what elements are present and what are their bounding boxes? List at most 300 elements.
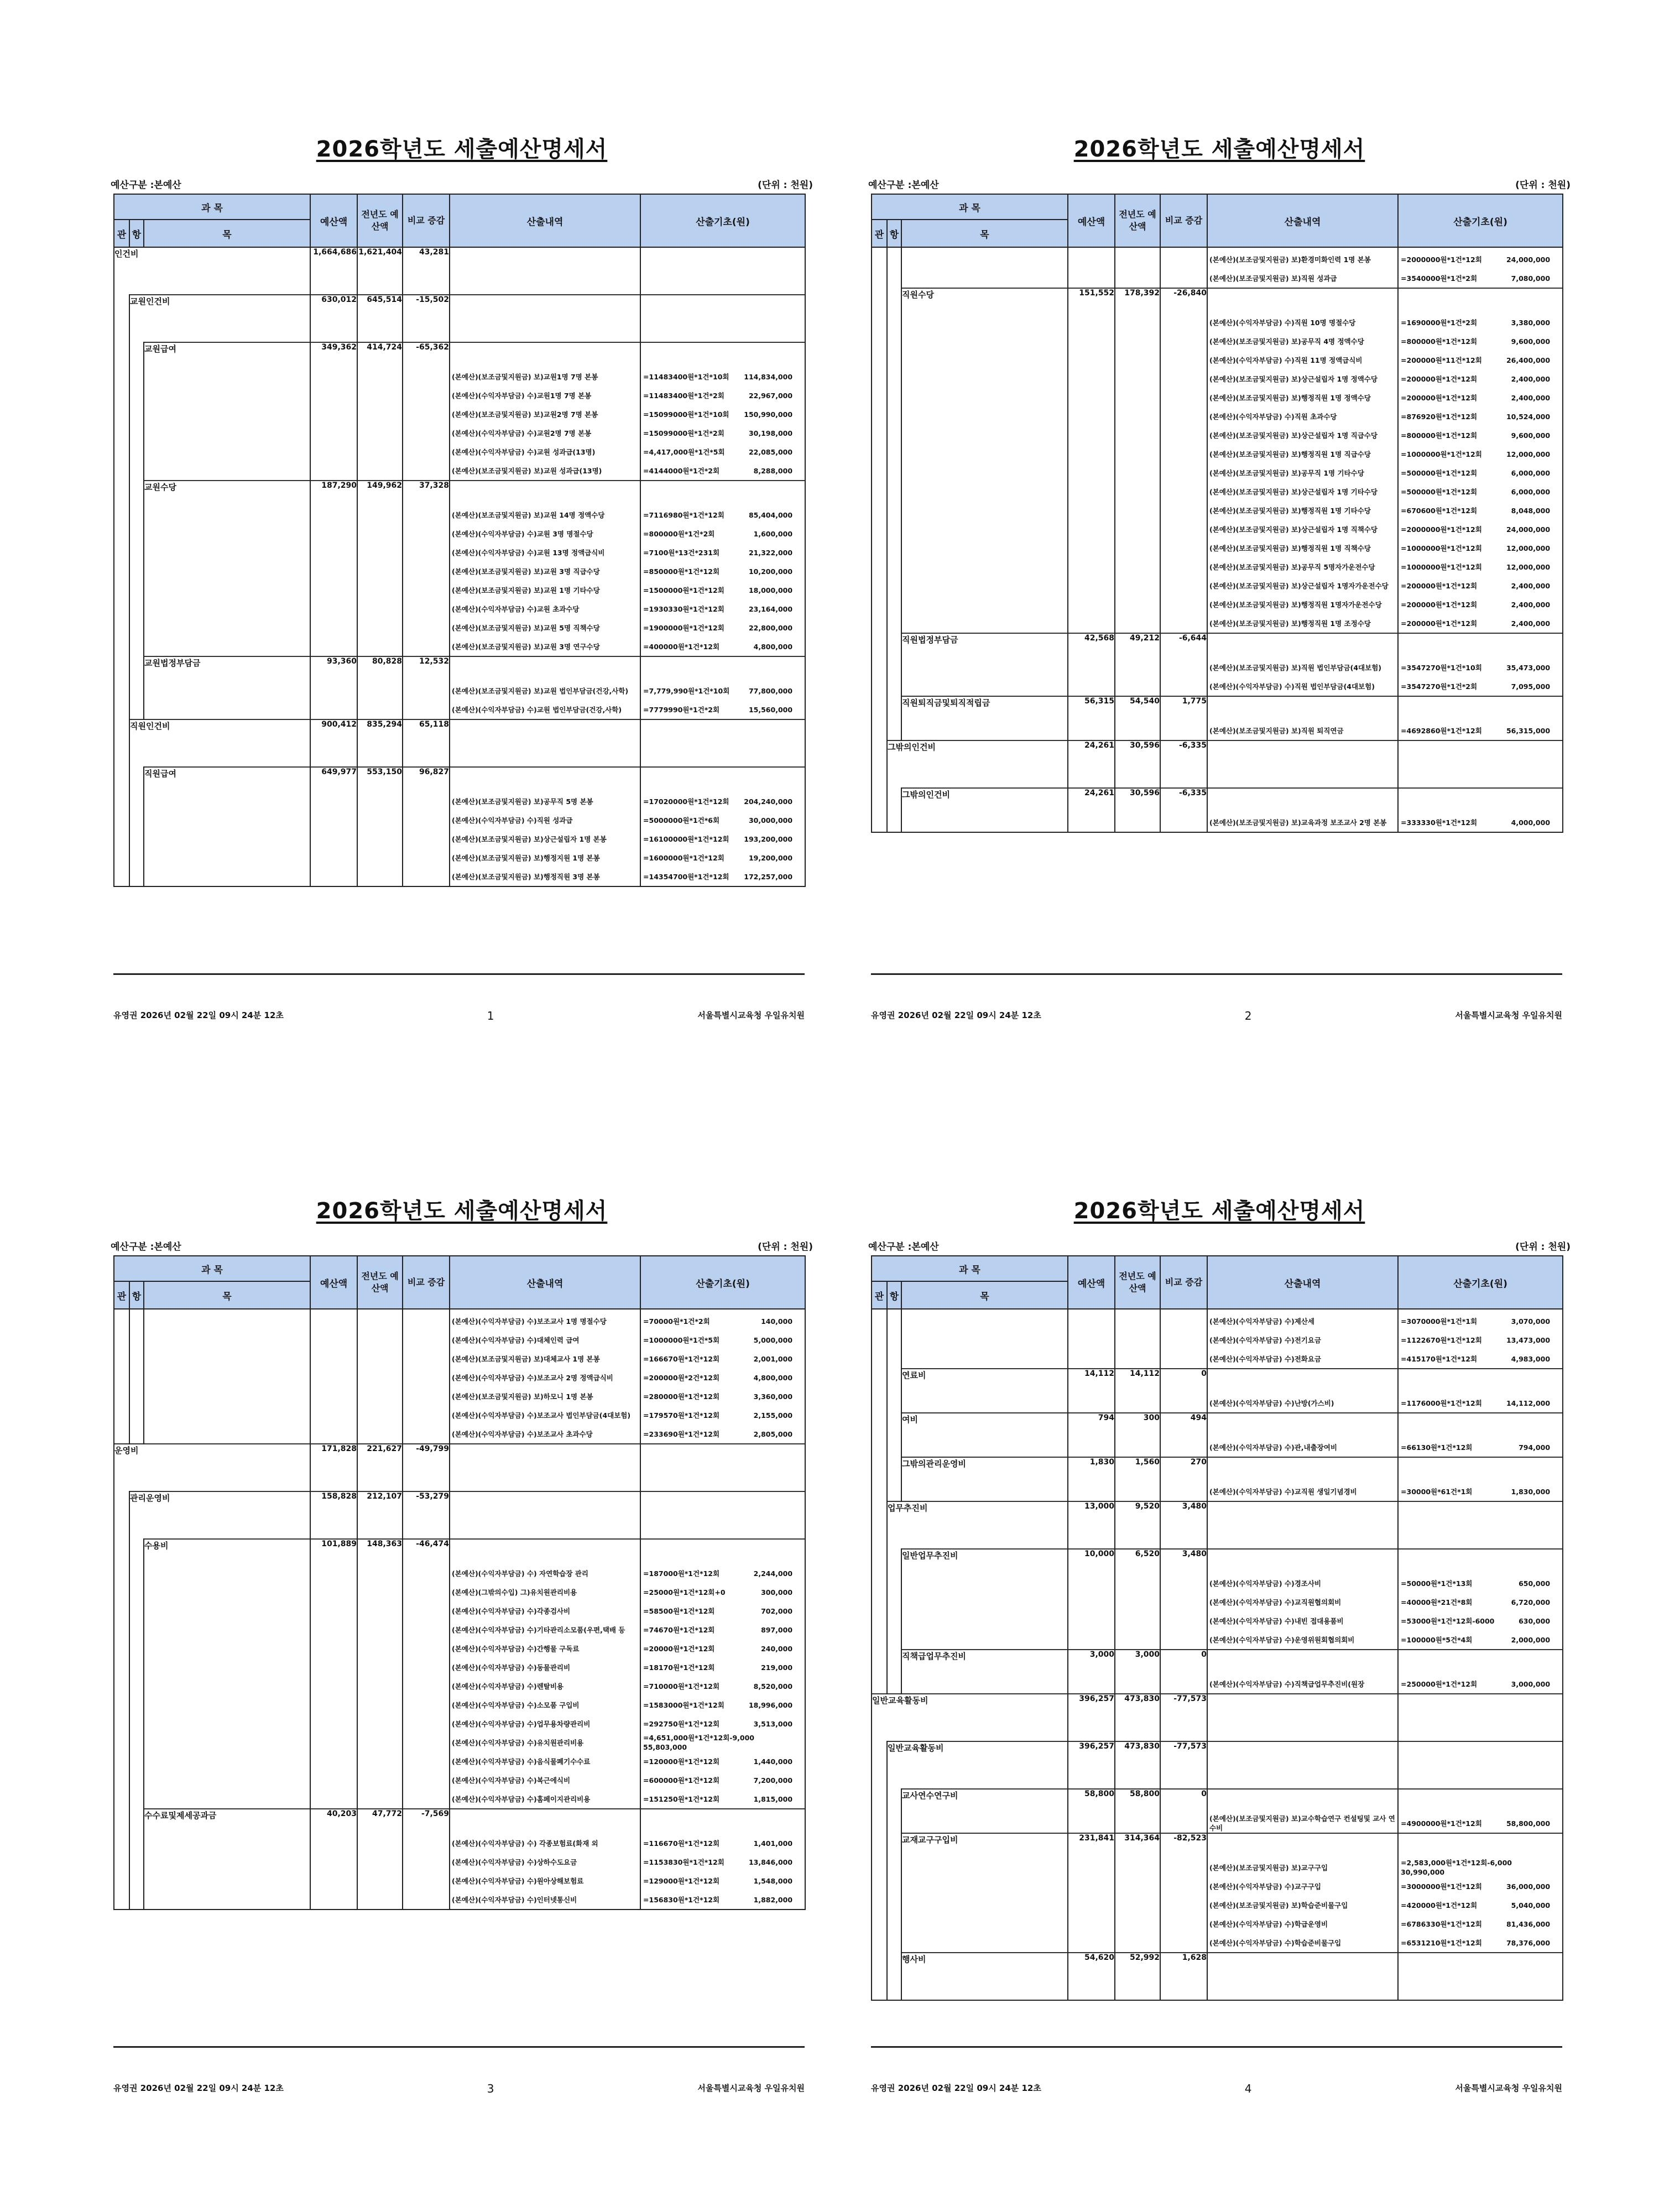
detail-text: (본예산)(수익자부담금) 수)제산세	[1209, 1317, 1314, 1326]
header-basis: 산출기초(원)	[640, 1256, 805, 1309]
detail-item	[450, 1620, 640, 1639]
budget-amount: 24,261	[1068, 788, 1115, 832]
basis-amount: 2,000,000	[1511, 1635, 1551, 1644]
budget-amount: 101,889	[310, 1539, 357, 1809]
basis-item	[641, 1834, 805, 1853]
detail-item	[450, 505, 640, 524]
basis-amount: 240,000	[761, 1644, 793, 1653]
basis-item	[1399, 1914, 1562, 1933]
detail-text: (본예산)(수익자부담금) 수)유치원관리비용	[452, 1738, 584, 1747]
detail-cell	[1207, 1694, 1398, 1741]
mok-name: 직원수당	[901, 288, 1068, 633]
indent-cell	[887, 1413, 901, 1457]
basis-item	[1399, 557, 1562, 576]
header-budget: 예산액	[1068, 194, 1115, 247]
budget-amount: 649,977	[310, 767, 357, 886]
prev-budget-amount	[1115, 247, 1160, 288]
basis-item	[1399, 1482, 1562, 1501]
detail-text: (본예산)(보조금및지원금) 보)행정직원 1명자가운전수당	[1209, 600, 1382, 609]
header-detail: 산출내역	[1207, 194, 1398, 247]
indent-cell	[129, 767, 144, 886]
basis-formula: =850000원*1건*12회	[643, 567, 720, 576]
indent-cell	[887, 1369, 901, 1413]
header-basis: 산출기초(원)	[1398, 194, 1563, 247]
diff-amount: -46,474	[403, 1539, 450, 1809]
detail-text: (본예산)(수익자부담금) 수)렌탈비용	[452, 1682, 564, 1691]
detail-cell	[450, 342, 640, 481]
detail-cell	[1207, 788, 1398, 832]
basis-item	[641, 1368, 805, 1387]
detail-cell	[1207, 1501, 1398, 1549]
basis-cell	[1398, 740, 1563, 788]
diff-amount: 43,281	[403, 247, 450, 295]
mok-name: 수용비	[144, 1539, 310, 1809]
detail-item	[450, 581, 640, 599]
unit-label: (단위 : 천원)	[758, 180, 813, 191]
basis-formula: =1500000원*1건*12회	[643, 586, 724, 594]
detail-item	[1208, 351, 1397, 369]
budget-row	[872, 1369, 1563, 1413]
basis-formula: =1583000원*1건*12회	[643, 1700, 724, 1709]
basis-item	[1399, 501, 1562, 520]
basis-item	[1399, 1858, 1562, 1877]
budget-row	[114, 342, 805, 481]
basis-item	[641, 1406, 805, 1425]
basis-item	[641, 1564, 805, 1583]
indent-cell	[872, 1650, 887, 1694]
page-footer	[871, 1009, 1562, 1022]
indent-cell	[872, 788, 887, 832]
detail-text: (본예산)(보조금및지원금) 보)상근설립자 1명 직책수당	[1209, 525, 1378, 534]
detail-text: (본예산)(수익자부담금) 수)학급운영비	[1209, 1919, 1328, 1928]
basis-item	[1399, 1349, 1562, 1368]
basis-formula: =3547270원*1건*2회	[1401, 682, 1478, 691]
basis-item	[641, 1890, 805, 1909]
mok-name: 직원퇴직금및퇴직적립금	[901, 696, 1068, 740]
detail-text: (본예산)(보조금및지원금) 보)교구구입	[1209, 1863, 1328, 1872]
detail-item	[450, 562, 640, 581]
basis-amount: 7,080,000	[1511, 274, 1551, 283]
prev-budget-amount: 221,627	[357, 1444, 403, 1491]
detail-text: (본예산)(수익자부담금) 수)음식물폐기수수료	[452, 1757, 591, 1766]
basis-item	[1399, 1611, 1562, 1630]
detail-item	[450, 1790, 640, 1808]
indent-cell	[872, 1741, 887, 1789]
basis-amount: 2,400,000	[1511, 619, 1551, 628]
prev-budget-amount: 645,514	[357, 295, 403, 342]
basis-item	[641, 524, 805, 543]
hang-name: 일반교육활동비	[887, 1741, 1068, 1789]
basis-amount: 36,000,000	[1506, 1882, 1551, 1891]
detail-text: (본예산)(수익자부담금) 수)직책급업무추진비(원장	[1209, 1679, 1365, 1688]
diff-amount: -53,279	[403, 1491, 450, 1539]
basis-formula: =15099000원*1건*2회	[643, 429, 724, 437]
basis-amount: 1,401,000	[753, 1839, 793, 1848]
footer-rule	[871, 2046, 1562, 2048]
budget-row	[114, 295, 805, 342]
indent-cell	[114, 342, 129, 481]
basis-item	[1399, 520, 1562, 539]
indent-cell	[887, 1549, 901, 1650]
basis-amount: 3,070,000	[1511, 1317, 1551, 1326]
header-hang: 항	[129, 1281, 144, 1309]
printed-by: 유영권 2026년 02월 22일 09시 24분 12초	[113, 2083, 284, 2093]
detail-cell	[1207, 633, 1398, 696]
basis-formula: =11483400원*1건*10회	[643, 372, 729, 381]
gwan-name: 인건비	[114, 247, 310, 295]
prev-budget-amount: 300	[1115, 1413, 1160, 1457]
basis-item	[1399, 332, 1562, 351]
basis-item	[641, 1349, 805, 1368]
diff-amount: 3,480	[1160, 1549, 1207, 1650]
detail-text: (본예산)(수익자부담금) 수)보조교사 1명 명절수당	[452, 1317, 607, 1326]
indent-cell	[129, 656, 144, 719]
basis-cell	[1398, 1789, 1563, 1833]
basis-amount: 8,520,000	[753, 1682, 793, 1691]
detail-cell	[1207, 1549, 1398, 1650]
organization: 서울특별시교육청 우일유치원	[1455, 2083, 1562, 2093]
basis-amount: 58,800,000	[1506, 1819, 1551, 1828]
basis-amount: 10,524,000	[1506, 412, 1551, 421]
basis-amount: 2,400,000	[1511, 393, 1551, 402]
detail-text: (본예산)(수익자부담금) 수)학습준비물구입	[1209, 1938, 1342, 1947]
detail-item	[1208, 426, 1397, 445]
basis-formula: =200000원*1건*12회	[1401, 374, 1478, 383]
prev-budget-amount: 835,294	[357, 719, 403, 767]
detail-text: (본예산)(수익자부담금) 수)간행물 구독료	[452, 1644, 580, 1653]
detail-item	[1208, 1593, 1397, 1611]
detail-item	[450, 1871, 640, 1890]
budget-amount: 24,261	[1068, 740, 1115, 788]
header-gwan: 관	[114, 1281, 129, 1309]
diff-amount: -6,335	[1160, 740, 1207, 788]
basis-amount: 4,800,000	[753, 642, 793, 651]
basis-amount: 1,548,000	[753, 1876, 793, 1885]
hang-name: 교원인건비	[129, 295, 310, 342]
budget-row	[114, 719, 805, 767]
basis-formula: =100000원*5건*4회	[1401, 1635, 1473, 1644]
basis-item	[641, 405, 805, 424]
basis-item	[1399, 539, 1562, 557]
budget-amount: 13,000	[1068, 1501, 1115, 1549]
printed-by: 유영권 2026년 02월 22일 09시 24분 12초	[113, 1010, 284, 1020]
mok-name: 그밖의인건비	[901, 788, 1068, 832]
basis-cell	[1398, 1457, 1563, 1501]
budget-amount: 58,800	[1068, 1789, 1115, 1833]
budget-row	[872, 1741, 1563, 1789]
basis-cell	[1398, 1501, 1563, 1549]
detail-text: (본예산)(보조금및지원금) 보)교원 14명 정액수당	[452, 510, 605, 519]
basis-item	[641, 1425, 805, 1443]
basis-formula: =4,651,000원*1건*12회-9,000	[643, 1734, 755, 1742]
detail-text: (본예산)(보조금및지원금) 보)환경미화인력 1명 본봉	[1209, 255, 1371, 264]
basis-item	[641, 424, 805, 442]
budget-type: 예산구분 :본예산	[868, 180, 939, 191]
basis-formula: =420000원*1건*12회	[1401, 1901, 1478, 1910]
indent-cell	[887, 247, 901, 288]
indent-cell	[114, 656, 129, 719]
indent-cell	[872, 288, 887, 633]
budget-row	[872, 696, 1563, 740]
budget-table	[871, 1255, 1563, 2001]
budget-row	[872, 288, 1563, 633]
basis-formula: =1900000원*1건*12회	[643, 623, 724, 632]
page-number: 3	[487, 2082, 494, 2095]
basis-amount: 630,000	[1519, 1616, 1551, 1625]
detail-item	[1208, 1674, 1397, 1693]
basis-cell	[640, 1539, 805, 1809]
mok-name: 직책급업무추진비	[901, 1650, 1068, 1694]
budget-row	[872, 1789, 1563, 1833]
detail-item	[450, 637, 640, 656]
detail-item	[450, 1853, 640, 1871]
basis-formula: =876920원*1건*12회	[1401, 412, 1478, 421]
budget-row	[114, 1444, 805, 1491]
detail-item	[450, 1677, 640, 1695]
detail-text: (본예산)(수익자부담금) 수)직원 법인부담금(4대보험)	[1209, 682, 1375, 691]
basis-amount: 7,095,000	[1511, 682, 1551, 691]
organization: 서울특별시교육청 우일유치원	[697, 2083, 805, 2093]
header-prev-budget: 전년도 예산액	[357, 194, 403, 247]
page-number: 1	[487, 1009, 494, 1022]
basis-cell	[1398, 788, 1563, 832]
basis-item	[641, 848, 805, 867]
detail-text: (본예산)(보조금및지원금) 보)공무직 5명자가운전수당	[1209, 562, 1375, 571]
basis-item	[641, 1771, 805, 1790]
mok-name: 여비	[901, 1413, 1068, 1457]
detail-item	[1208, 557, 1397, 576]
basis-formula: =116670원*1건*12회	[643, 1839, 720, 1848]
budget-row	[872, 1309, 1563, 1369]
basis-formula: =7779990원*1건*2회	[643, 705, 720, 714]
diff-amount: -49,799	[403, 1444, 450, 1491]
indent-cell	[129, 1539, 144, 1809]
detail-item	[1208, 1858, 1397, 1877]
basis-item	[1399, 407, 1562, 426]
detail-cell	[450, 767, 640, 886]
basis-item	[641, 1312, 805, 1331]
detail-text: (본예산)(보조금및지원금) 보)직원 퇴직연금	[1209, 726, 1344, 735]
header-detail: 산출내역	[450, 194, 640, 247]
footer-rule	[113, 2046, 805, 2048]
indent-cell	[129, 1809, 144, 1910]
indent-cell	[887, 696, 901, 740]
detail-text: (본예산)(수익자부담금) 수)홈페이지관리비용	[452, 1794, 591, 1803]
unit-label: (단위 : 천원)	[1515, 180, 1571, 191]
header-detail: 산출내역	[450, 1256, 640, 1309]
organization: 서울특별시교육청 우일유치원	[697, 1010, 805, 1020]
detail-item	[450, 386, 640, 405]
basis-formula: =200000원*1건*12회	[1401, 619, 1478, 628]
prev-budget-amount: 3,000	[1115, 1650, 1160, 1694]
basis-amount: 35,473,000	[1506, 663, 1551, 672]
detail-item	[450, 405, 640, 424]
indent-cell	[887, 1309, 901, 1369]
detail-cell	[450, 719, 640, 767]
header-basis: 산출기초(원)	[1398, 1256, 1563, 1309]
basis-cell	[640, 719, 805, 767]
basis-formula: =200000원*1건*12회	[1401, 581, 1478, 590]
budget-amount: 10,000	[1068, 1549, 1115, 1650]
page-meta	[105, 1239, 818, 1255]
basis-amount: 114,834,000	[744, 372, 793, 381]
header-budget: 예산액	[310, 1256, 357, 1309]
basis-amount: 13,846,000	[748, 1858, 793, 1866]
mok-name	[901, 247, 1068, 288]
indent-cell	[114, 481, 129, 656]
table-bottom	[872, 2000, 1563, 2001]
detail-item	[1208, 482, 1397, 501]
detail-item	[450, 1695, 640, 1714]
detail-item	[450, 1771, 640, 1790]
basis-item	[641, 543, 805, 562]
indent-cell	[887, 1789, 901, 1833]
basis-item	[641, 1387, 805, 1406]
basis-item	[1399, 1814, 1562, 1833]
basis-item	[1399, 677, 1562, 696]
budget-amount: 900,412	[310, 719, 357, 767]
detail-item	[1208, 369, 1397, 388]
detail-item	[450, 1368, 640, 1387]
budget-amount: 93,360	[310, 656, 357, 719]
hang-name: 그밖의인건비	[887, 740, 1068, 788]
indent-cell	[887, 1457, 901, 1501]
detail-item	[450, 1312, 640, 1331]
diff-amount: -65,362	[403, 342, 450, 481]
basis-cell	[640, 1491, 805, 1539]
mok-name: 그밖의관리운영비	[901, 1457, 1068, 1501]
detail-text: (본예산)(보조금및지원금) 보)교원1명 7명 본봉	[452, 372, 598, 381]
detail-text: (본예산)(보조금및지원금) 보)행정직원 1명 직책수당	[1209, 544, 1371, 552]
budget-amount: 349,362	[310, 342, 357, 481]
detail-item	[1208, 1394, 1397, 1412]
basis-amount: 1,882,000	[753, 1895, 793, 1904]
detail-text: (본예산)(수익자부담금) 수)기타관리소모품(우편,택배 등	[452, 1625, 625, 1634]
detail-text: (본예산)(보조금및지원금) 보)교원2명 7명 본봉	[452, 410, 598, 419]
mok-name: 교원법정부담금	[144, 656, 310, 719]
header-diff: 비교 증감	[403, 194, 450, 247]
basis-formula: =1000000원*1건*5회	[643, 1335, 720, 1344]
basis-formula: =17020000원*1건*12회	[643, 797, 729, 806]
budget-amount: 42,568	[1068, 633, 1115, 696]
budget-row	[872, 1549, 1563, 1650]
indent-cell	[872, 1549, 887, 1650]
basis-formula: =800000원*1건*2회	[643, 529, 715, 538]
prev-budget-amount: 52,992	[1115, 1953, 1160, 2000]
basis-amount: 13,473,000	[1506, 1335, 1551, 1344]
indent-cell	[129, 1309, 144, 1444]
detail-text: (본예산)(보조금및지원금) 보)교원 3명 연구수당	[452, 642, 600, 651]
prev-budget-amount: 47,772	[357, 1809, 403, 1910]
detail-text: (본예산)(보조금및지원금) 보)대체교사 1명 본봉	[452, 1354, 600, 1363]
diff-amount: 96,827	[403, 767, 450, 886]
detail-text: (본예산)(수익자부담금) 수)보조교사 초과수당	[452, 1430, 593, 1438]
indent-cell	[872, 1501, 887, 1549]
basis-formula: =233690원*1건*12회	[643, 1430, 720, 1438]
basis-item	[1399, 1331, 1562, 1349]
budget-amount: 231,841	[1068, 1833, 1115, 1953]
detail-cell	[450, 1539, 640, 1809]
header-gwan: 관	[872, 1281, 887, 1309]
basis-amount: 3,360,000	[753, 1392, 793, 1401]
hang-name: 관리운영비	[129, 1491, 310, 1539]
basis-amount: 24,000,000	[1506, 255, 1551, 264]
basis-formula: =14354700원*1건*12회	[643, 872, 729, 881]
indent-cell	[872, 1833, 887, 1953]
diff-amount: -77,573	[1160, 1741, 1207, 1789]
basis-formula: =1690000원*1건*2회	[1401, 318, 1478, 327]
detail-text: (본예산)(수익자부담금) 수)교원 법인부담금(건강,사학)	[452, 705, 622, 714]
basis-amount: 702,000	[761, 1606, 793, 1615]
basis-item	[641, 1790, 805, 1808]
basis-amount: 650,000	[1519, 1579, 1551, 1588]
basis-amount: 897,000	[761, 1625, 793, 1634]
detail-text: (본예산)(수익자부담금) 수)전기요금	[1209, 1335, 1321, 1344]
basis-formula: =280000원*1건*12회	[643, 1392, 720, 1401]
basis-cell	[640, 247, 805, 295]
basis-cell	[640, 295, 805, 342]
basis-amount: 77,800,000	[748, 686, 793, 695]
basis-item	[641, 442, 805, 461]
basis-formula: =800000원*1건*12회	[1401, 431, 1478, 440]
basis-formula: =120000원*1건*12회	[643, 1757, 720, 1766]
basis-item	[1399, 1933, 1562, 1952]
header-budget: 예산액	[1068, 1256, 1115, 1309]
header-gwan: 관	[114, 220, 129, 247]
detail-text: (본예산)(수익자부담금) 수)내빈 접대용품비	[1209, 1616, 1344, 1625]
detail-item	[1208, 658, 1397, 677]
detail-text: (본예산)(보조금및지원금) 보)공무직 1명 기타수당	[1209, 468, 1364, 477]
basis-cell	[640, 481, 805, 656]
budget-row	[114, 1539, 805, 1809]
basis-cell	[1398, 1549, 1563, 1650]
basis-amount: 6,720,000	[1511, 1598, 1551, 1606]
page-footer	[113, 2082, 805, 2095]
basis-formula: =710000원*1건*12회	[643, 1682, 720, 1691]
basis-amount: 6,000,000	[1511, 468, 1551, 477]
detail-text: (본예산)(수익자부담금) 수)업무용차량관리비	[452, 1719, 591, 1728]
detail-text: (본예산)(수익자부담금) 수)교구구입	[1209, 1882, 1321, 1891]
mok-name: 일반업무추진비	[901, 1549, 1068, 1650]
mok-name: 연료비	[901, 1369, 1068, 1413]
detail-item	[1208, 721, 1397, 740]
budget-table	[113, 194, 806, 887]
detail-cell	[450, 247, 640, 295]
budget-row	[114, 1809, 805, 1910]
document-title: 2026학년도 세출예산명세서	[1073, 1198, 1365, 1224]
detail-item	[1208, 576, 1397, 595]
basis-formula: =66130원*1건*12회	[1401, 1443, 1473, 1452]
basis-amount: 23,164,000	[748, 604, 793, 613]
detail-item	[450, 1658, 640, 1677]
prev-budget-amount: 553,150	[357, 767, 403, 886]
detail-cell	[1207, 1413, 1398, 1457]
detail-text: (본예산)(수익자부담금) 수)운영위원회협의회비	[1209, 1635, 1355, 1644]
detail-item	[1208, 1312, 1397, 1331]
prev-budget-amount: 149,962	[357, 481, 403, 656]
detail-text: (본예산)(수익자부담금) 수)상하수도요금	[452, 1858, 577, 1866]
basis-formula: =179570원*1건*12회	[643, 1411, 720, 1420]
indent-cell	[872, 1953, 887, 2000]
prev-budget-amount: 14,112	[1115, 1369, 1160, 1413]
basis-amount: 4,983,000	[1511, 1354, 1551, 1363]
diff-amount: 0	[1160, 1369, 1207, 1413]
mok-name: 교원급여	[144, 342, 310, 481]
mok-name	[901, 1309, 1068, 1369]
detail-cell	[1207, 1953, 1398, 2000]
basis-formula: =58500원*1건*12회	[643, 1606, 715, 1615]
header-budget: 예산액	[310, 194, 357, 247]
